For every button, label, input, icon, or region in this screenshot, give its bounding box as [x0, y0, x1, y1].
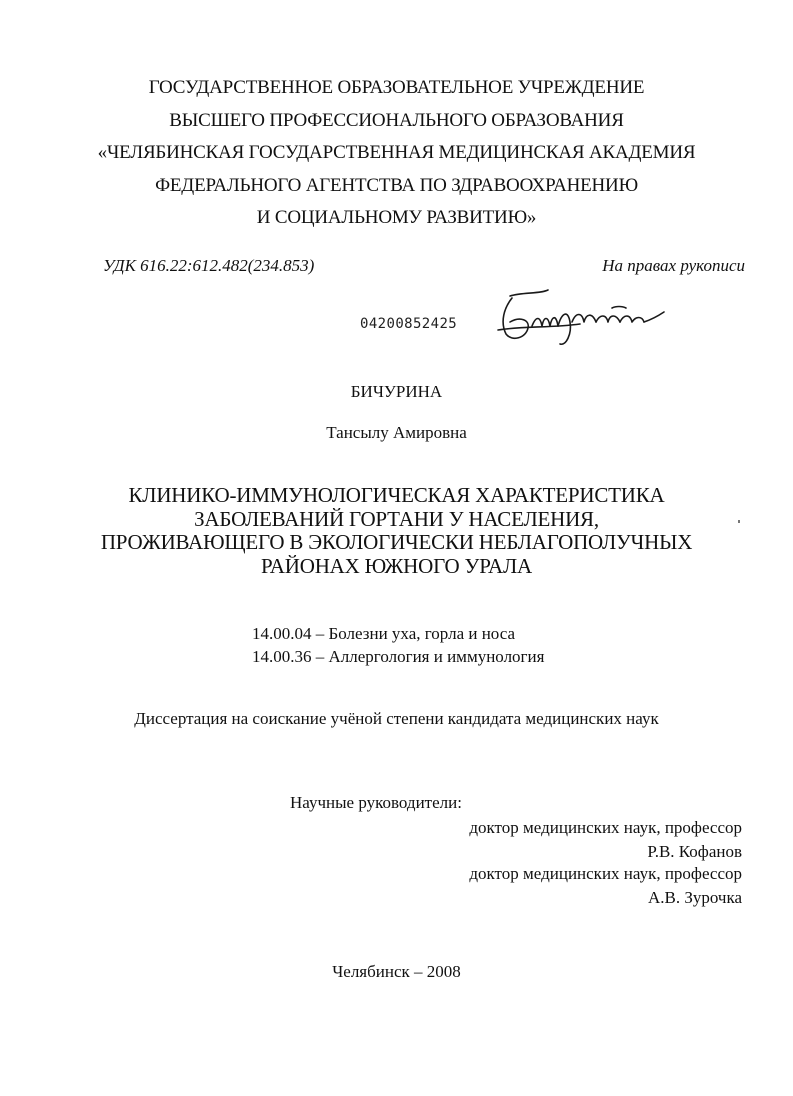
title-line: ПРОЖИВАЮЩЕГО В ЭКОЛОГИЧЕСКИ НЕБЛАГОПОЛУЧНЫХ — [100, 530, 693, 554]
specialty-codes — [252, 622, 544, 668]
institution-line: ВЫСШЕГО ПРОФЕССИОНАЛЬНОГО ОБРАЗОВАНИЯ — [169, 109, 624, 131]
author-surname: БИЧУРИНА — [350, 382, 443, 401]
supervisors-heading: Научные руководители: — [290, 793, 462, 812]
specialty-line: 14.00.36 – Аллергология и иммунология — [252, 647, 545, 666]
handwritten-signature — [492, 286, 672, 350]
dissertation-title — [0, 484, 793, 578]
specialty-line: 14.00.04 – Болезни уха, горла и носа — [252, 624, 516, 643]
degree-statement: Диссертация на соискание учёной степени кандидата медицинских наук — [134, 709, 659, 728]
city-year: Челябинск – 2008 — [332, 962, 461, 981]
supervisor-name: А.В. Зурочка — [647, 887, 742, 907]
institution-line: «ЧЕЛЯБИНСКАЯ ГОСУДАРСТВЕННАЯ МЕДИЦИНСКАЯ АКАДЕМИЯ — [97, 142, 696, 163]
scan-speck — [738, 520, 740, 523]
library-serial-number: 04200852425 — [360, 316, 458, 332]
supervisor-entry — [469, 816, 742, 863]
supervisor-title: доктор медицинских наук, профессор — [469, 864, 742, 883]
supervisor-name: Р.В. Кофанов — [647, 841, 742, 861]
author-given-names: Тансылу Амировна — [326, 423, 467, 442]
institution-line: ФЕДЕРАЛЬНОГО АГЕНТСТВА ПО ЗДРАВООХРАНЕНИЮ — [155, 174, 638, 196]
institution-block — [0, 72, 793, 235]
supervisor-entry — [469, 862, 742, 909]
title-line: ЗАБОЛЕВАНИЙ ГОРТАНИ У НАСЕЛЕНИЯ, — [194, 506, 599, 531]
udk-code: УДК 616.22:612.482(234.853) — [103, 256, 315, 275]
title-line: РАЙОНАХ ЮЖНОГО УРАЛА — [261, 553, 532, 578]
title-line: КЛИНИКО-ИММУНОЛОГИЧЕСКАЯ ХАРАКТЕРИСТИКА — [128, 483, 665, 507]
institution-line: ГОСУДАРСТВЕННОЕ ОБРАЗОВАТЕЛЬНОЕ УЧРЕЖДЕНИЕ — [148, 77, 645, 98]
supervisor-title: доктор медицинских наук, профессор — [469, 818, 742, 837]
manuscript-rights-note: На правах рукописи — [602, 256, 745, 275]
institution-line: И СОЦИАЛЬНОМУ РАЗВИТИЮ» — [256, 207, 537, 228]
